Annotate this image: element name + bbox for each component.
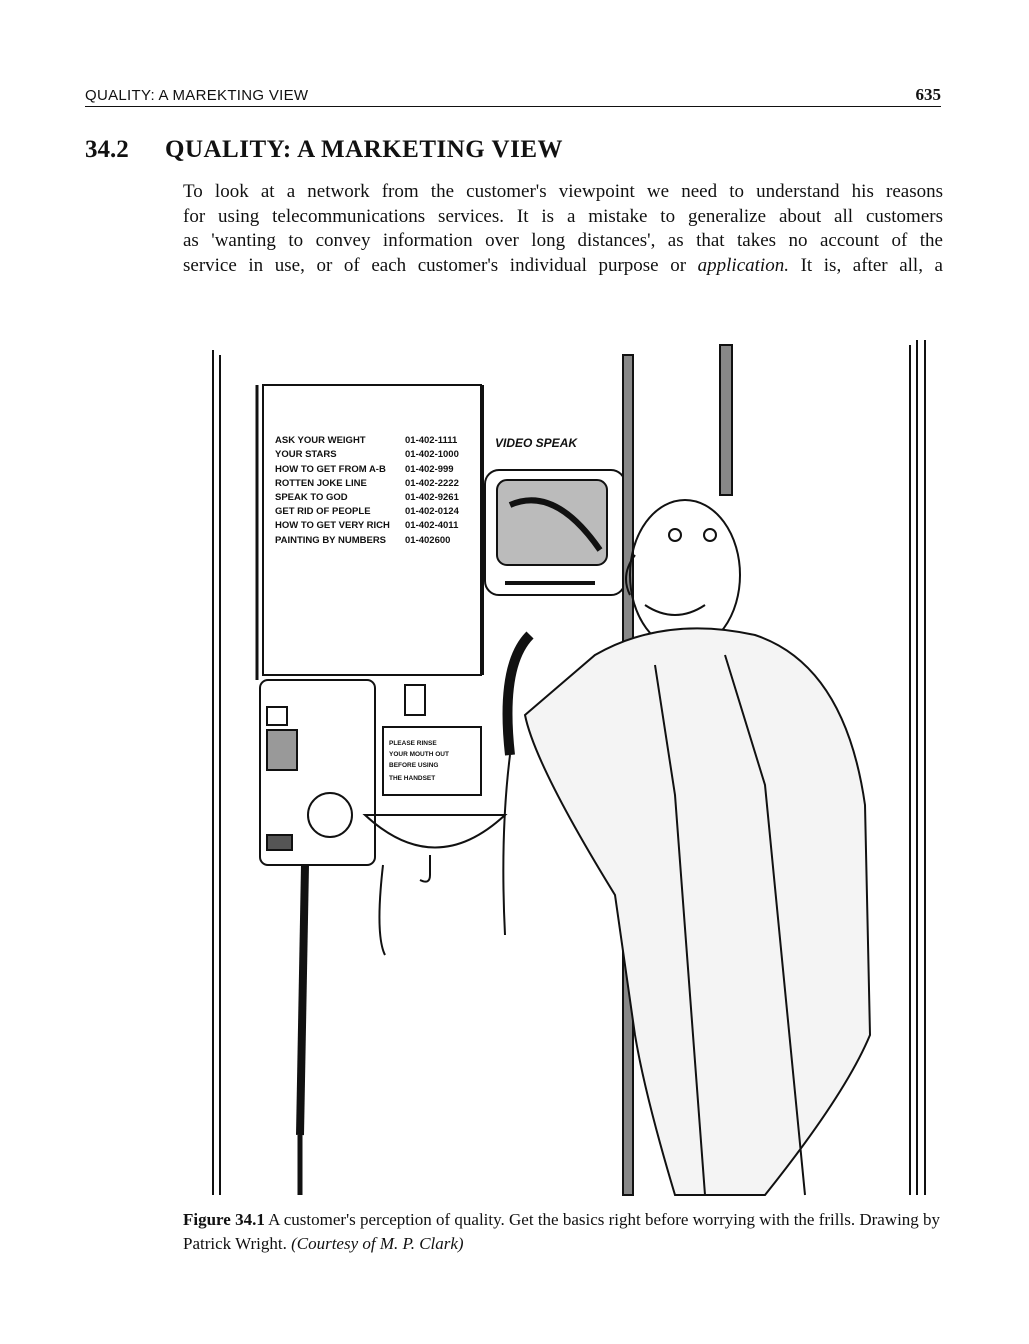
section-number: 34.2: [85, 136, 129, 163]
directory-number: 01-402-4011: [405, 520, 459, 531]
text: service in use, or of each customer's individual purpose or: [183, 254, 698, 276]
sign-line: YOUR MOUTH OUT: [389, 751, 449, 758]
figure-caption: [183, 1208, 943, 1256]
directory-number: 01-402-0124: [405, 506, 459, 517]
sign-line: BEFORE USING: [389, 762, 439, 769]
body-line: as 'wanting to convey information over long distances', as that takes no account of the: [183, 230, 943, 251]
section-title: QUALITY: A MARKETING VIEW: [165, 136, 563, 163]
body-line: [183, 254, 943, 279]
directory-number: 01-402-1000: [405, 449, 459, 460]
emphasis: application.: [697, 254, 789, 276]
caption-text: A customer's perception of quality. Get the basics right before worrying with the frills. Drawing by Patrick Wright.: [183, 1210, 941, 1253]
directory-service: PAINTING BY NUMBERS: [275, 535, 387, 546]
directory-number: 01-402-2222: [405, 478, 459, 489]
directory-service: ROTTEN JOKE LINE: [275, 478, 367, 489]
directory-service: SPEAK TO GOD: [275, 492, 348, 503]
sign-line: THE HANDSET: [389, 775, 436, 782]
directory-service: YOUR STARS: [275, 449, 337, 460]
directory-number: 01-402-999: [405, 464, 454, 475]
page-number: 635: [915, 85, 941, 104]
caption-courtesy: (Courtesy of M. P. Clark): [291, 1234, 464, 1253]
section-heading: [85, 136, 563, 164]
directory-service: HOW TO GET FROM A-B: [275, 464, 386, 475]
figure-label: Figure 34.1: [183, 1210, 265, 1229]
body-line: for using telecommunications services. It is a mistake to generalize about all customers: [183, 205, 943, 227]
directory-service: GET RID OF PEOPLE: [275, 506, 371, 517]
running-header: [85, 86, 941, 107]
video-speak-label: VIDEO SPEAK: [495, 436, 578, 450]
body-line: To look at a network from the customer's viewpoint we need to understand his reasons: [183, 181, 943, 202]
directory-number: 01-402-1111: [405, 435, 458, 446]
body-text: [183, 180, 943, 278]
figure-illustration: [205, 335, 935, 1200]
text: It is, after all, a: [788, 254, 943, 276]
directory-service: ASK YOUR WEIGHT: [275, 435, 366, 446]
sign-line: PLEASE RINSE: [389, 740, 437, 747]
directory-number: 01-402-9261: [405, 492, 459, 503]
directory-number: 01-402600: [405, 535, 451, 546]
directory-service: HOW TO GET VERY RICH: [275, 520, 390, 531]
running-title: QUALITY: A MAREKTING VIEW: [85, 87, 309, 104]
